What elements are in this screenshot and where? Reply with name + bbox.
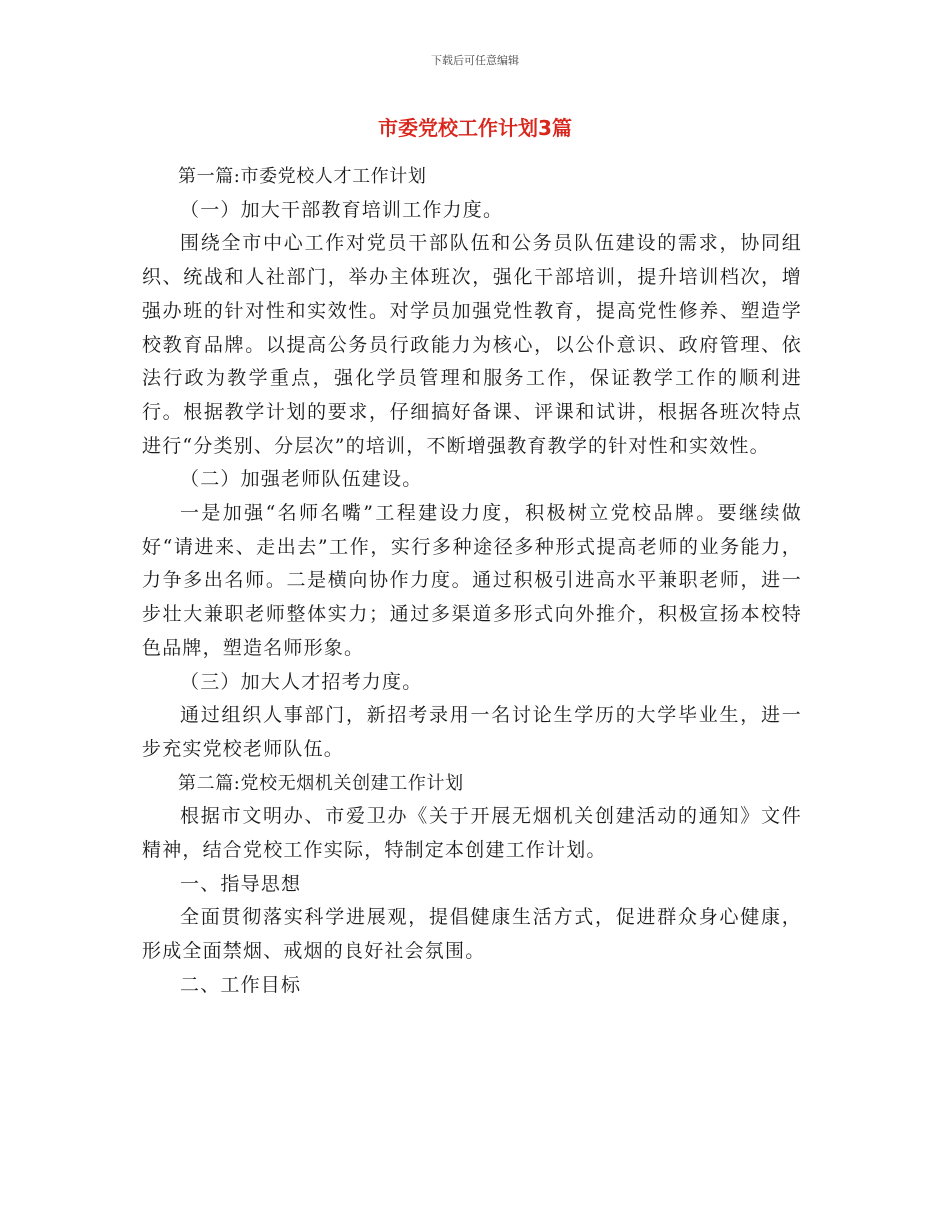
document-title: 市委党校工作计划3篇 (378, 116, 572, 140)
subsection-heading: 二、工作目标 (180, 973, 302, 996)
subsection-heading: （三）加大人才招考力度。 (180, 670, 423, 693)
page-header: 下载后可任意编辑 (431, 54, 519, 67)
subsection-heading: （一）加大干部教育培训工作力度。 (180, 198, 504, 221)
body-paragraph: 全面贯彻落实科学进展观，提倡健康生活方式，促进群众身心健康，形成全面禁烟、戒烟的良好社会氛围。 (142, 906, 802, 963)
section-heading: 第二篇:党校无烟机关创建工作计划 (178, 772, 464, 794)
subsection-heading: （二）加强老师队伍建设。 (180, 468, 423, 491)
section-heading: 第一篇:市委党校人才工作计划 (178, 166, 427, 187)
body-paragraph: 一是加强“名师名嘴”工程建设力度，积极树立党校品牌。要继续做好“请进来、走出去”工作，实行多种途径多种形式提高老师的业务能力，力争多出名师。二是横向协作力度。通过积极引进高水平兼职老师，进一步壮大兼职老师整体实力；通过多渠道多形式向外推介，积极宣扬本校特色品牌，塑造名师形象。 (142, 502, 802, 659)
body-paragraph: 通过组织人事部门，新招考录用一名讨论生学历的大学毕业生，进一步充实党校老师队伍。 (142, 704, 802, 760)
body-paragraph: 根据市文明办、市爱卫办《关于开展无烟机关创建活动的通知》文件精神，结合党校工作实际，特制定本创建工作计划。 (142, 805, 802, 862)
subsection-heading: 一、指导思想 (180, 872, 302, 895)
body-paragraph: 围绕全市中心工作对党员干部队伍和公务员队伍建设的需求，协同组织、统战和人社部门，举办主体班次，强化干部培训，提升培训档次，增强办班的针对性和实效性。对学员加强党性教育，提高党性修养、塑造学校教育品牌。以提高公务员行政能力为核心，以公仆意识、政府管理、依法行政为教学重点，强化学员管理和服务工作，保证教学工作的顺利进行。根据教学计划的要求，仔细搞好备课、评课和试讲，根据各班次特点进行“分类别、分层次”的培训，不断增强教育教学的针对性和实效性。 (142, 232, 802, 457)
document-body (142, 160, 802, 1003)
